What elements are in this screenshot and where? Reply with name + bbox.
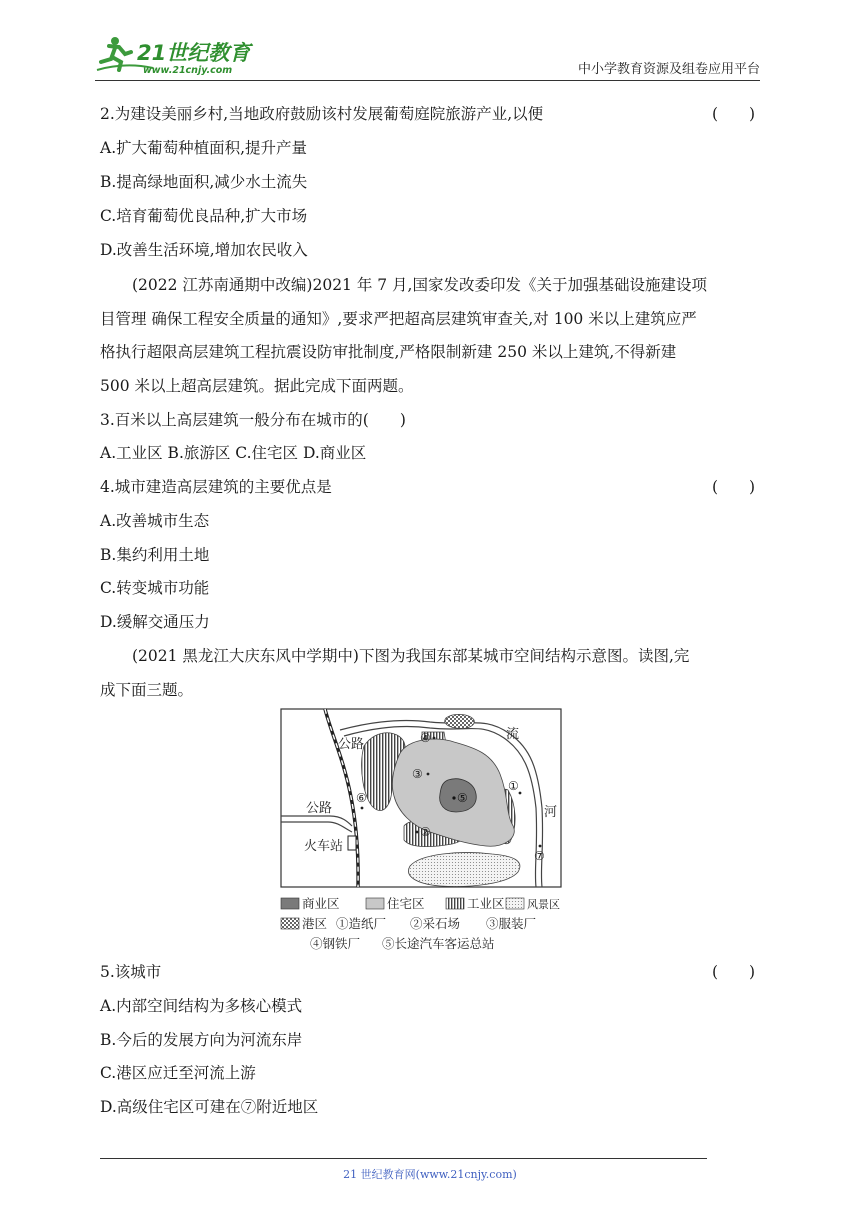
header-tagline: 中小学教育资源及组卷应用平台 xyxy=(577,62,760,77)
legend-swatch-scenic xyxy=(506,898,524,909)
map-point-1: ① xyxy=(508,779,519,793)
map-point-6: ⑥ xyxy=(356,791,367,805)
map-point-5: ⑤ xyxy=(457,791,468,805)
passage1-line-4: 500 米以上超高层建筑。据此完成下面两题。 xyxy=(100,377,414,395)
page-footer[interactable]: 21 世纪教育网(www.21cnjy.com) xyxy=(343,1168,517,1181)
station-marker xyxy=(348,836,356,850)
label-station: 火车站 xyxy=(304,839,344,854)
logo-url: www.21cnjy.com xyxy=(143,65,233,76)
logo xyxy=(95,32,265,76)
q3-stem: 3.百米以上高层建筑一般分布在城市的( ) xyxy=(100,411,406,429)
legend-port: 港区 xyxy=(302,916,328,931)
map-point-3: ③ xyxy=(412,767,423,781)
q4-answer-paren: ( ) xyxy=(712,478,756,496)
q2-answer-paren: ( ) xyxy=(712,105,756,123)
legend-swatch-industrial xyxy=(446,898,464,909)
passage1-line-2: 目管理 确保工程安全质量的通知》,要求严把超高层建筑审查关,对 100 米以上建筑应严 xyxy=(100,310,697,328)
q2-option-a: A.扩大葡萄种植面积,提升产量 xyxy=(100,139,308,157)
label-road-top: 公路 xyxy=(338,737,365,752)
port-zone xyxy=(445,714,475,728)
legend-item-4: ④钢铁厂 xyxy=(310,936,361,951)
passage1-line-3: 格执行超限高层建筑工程抗震设防审批制度,严格限制新建 250 米以上建筑,不得新建 xyxy=(100,343,677,361)
label-road-left: 公路 xyxy=(306,801,333,816)
legend-item-5: ⑤长途汽车客运总站 xyxy=(382,936,495,951)
q2-option-b: B.提高绿地面积,减少水土流失 xyxy=(100,173,308,191)
q5-option-b: B.今后的发展方向为河流东岸 xyxy=(100,1031,303,1049)
passage2-line-2: 成下面三题。 xyxy=(100,681,194,699)
legend-industrial: 工业区 xyxy=(467,896,505,911)
legend-item-1: ①造纸厂 xyxy=(336,916,387,931)
legend-swatch-residential xyxy=(366,898,384,909)
legend-residential: 住宅区 xyxy=(387,896,425,911)
map-point-2: ② xyxy=(420,825,431,839)
legend-commercial: 商业区 xyxy=(302,896,340,911)
q2-option-c: C.培育葡萄优良品种,扩大市场 xyxy=(100,207,308,225)
legend-item-2: ②采石场 xyxy=(410,916,461,931)
q5-option-d: D.高级住宅区可建在⑦附近地区 xyxy=(100,1098,319,1116)
label-river-2: 河 xyxy=(544,805,558,820)
q4-option-a: A.改善城市生态 xyxy=(100,512,210,530)
q5-answer-paren: ( ) xyxy=(712,963,756,981)
map-point-7: ⑦ xyxy=(534,849,545,863)
page-header xyxy=(95,30,760,78)
q5-stem: 5.该城市 xyxy=(100,963,162,981)
legend-item-3: ③服装厂 xyxy=(486,916,537,931)
legend-swatch-commercial xyxy=(281,898,299,909)
q3-options: A.工业区 B.旅游区 C.住宅区 D.商业区 xyxy=(100,444,367,462)
q5-option-c: C.港区应迁至河流上游 xyxy=(100,1064,256,1082)
q2-option-d: D.改善生活环境,增加农民收入 xyxy=(100,241,308,259)
passage2-line-1: (2021 黑龙江大庆东风中学期中)下图为我国东部某城市空间结构示意图。读图,完 xyxy=(132,647,690,665)
q2-stem: 2.为建设美丽乡村,当地政府鼓励该村发展葡萄庭院旅游产业,以便 xyxy=(100,105,544,123)
q4-option-c: C.转变城市功能 xyxy=(100,579,210,597)
legend-scenic: 风景区 xyxy=(527,898,560,911)
map-legend xyxy=(281,896,560,951)
q5-option-a: A.内部空间结构为多核心模式 xyxy=(100,997,303,1015)
map-point-4: ④ xyxy=(420,731,431,745)
footer-divider xyxy=(100,1158,707,1159)
header-divider xyxy=(95,80,760,81)
q4-option-d: D.缓解交通压力 xyxy=(100,613,210,631)
logo-text: 21世纪教育 xyxy=(137,41,251,65)
label-river-1: 流 xyxy=(506,727,520,742)
passage1-line-1: (2022 江苏南通期中改编)2021 年 7 月,国家发改委印发《关于加强基础设施建设项 xyxy=(132,276,707,294)
q4-stem: 4.城市建造高层建筑的主要优点是 xyxy=(100,478,332,496)
city-structure-map xyxy=(280,708,562,956)
q4-option-b: B.集约利用土地 xyxy=(100,546,210,564)
legend-swatch-port xyxy=(281,918,299,929)
